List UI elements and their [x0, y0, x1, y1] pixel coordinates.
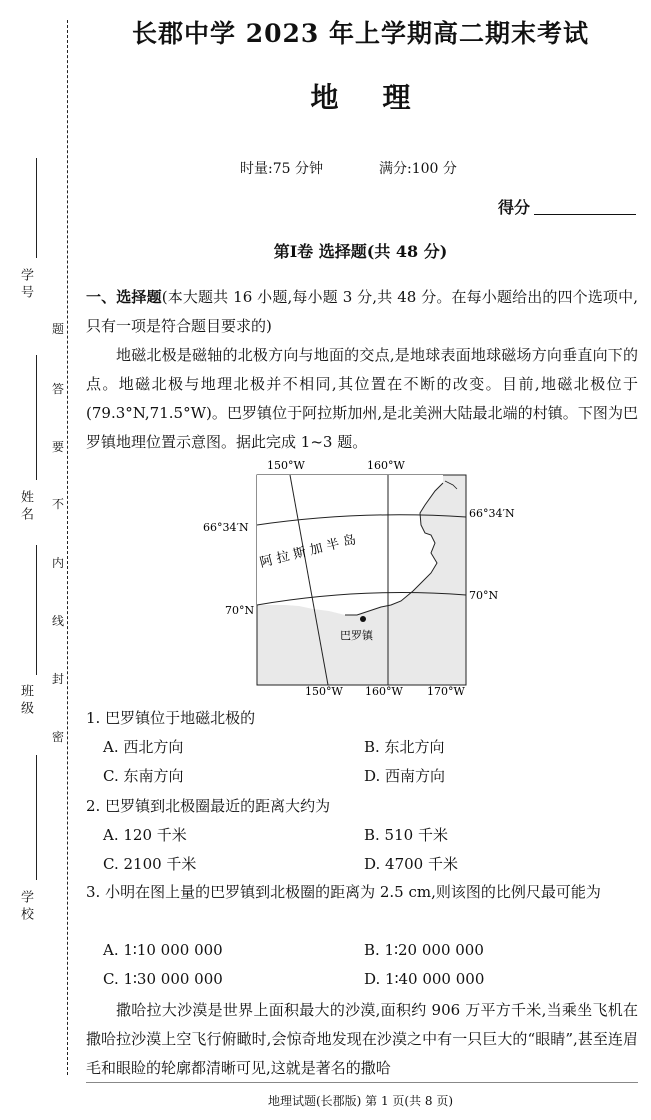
- question-3-option-b: B. 1∶20 000 000: [364, 941, 484, 959]
- section-heading: [86, 283, 638, 341]
- section-desc: (本大题共 16 小题,每小题 3 分,共 48 分。在每小题给出的四个选项中,只有一项是符合题目要求的): [86, 288, 638, 335]
- question-1-option-d: D. 西南方向: [364, 767, 446, 785]
- map-label-70n-right: 70°N: [469, 589, 499, 602]
- seal-char: 不: [52, 497, 65, 511]
- margin-label-name: 姓 名: [18, 490, 33, 521]
- map-label-150w-bottom: 150°W: [305, 685, 343, 698]
- seal-char: 线: [52, 614, 65, 628]
- exam-info: [240, 158, 457, 178]
- subject-title: [0, 76, 651, 116]
- part-title: 第Ⅰ卷 选择题(共 48 分): [273, 242, 448, 261]
- question-3-option-c: C. 1∶30 000 000: [103, 970, 223, 988]
- page-footer: 地理试题(长郡版) 第 1 页(共 8 页): [267, 1094, 454, 1108]
- exam-title: 长郡中学 2023 年上学期高二期末考试: [132, 19, 589, 48]
- map-label-150w-top: 150°W: [267, 459, 305, 472]
- barrow-location-map: [195, 455, 535, 705]
- question-2-stem: 2. 巴罗镇到北极圈最近的距离大约为: [86, 797, 331, 815]
- map-label-6634n-left: 66°34′N: [203, 521, 249, 534]
- subject-char-1: 地: [310, 81, 339, 114]
- question-2-option-d: D. 4700 千米: [364, 855, 458, 873]
- map-label-6634n-right: 66°34′N: [469, 507, 515, 520]
- seal-char: 答: [52, 382, 65, 396]
- map-label-170w-bottom: 170°W: [427, 685, 465, 698]
- time-limit: 时量:75 分钟: [240, 161, 323, 177]
- seal-char: 内: [52, 556, 65, 570]
- question-3-option-d: D. 1∶40 000 000: [364, 970, 485, 988]
- map-region-label: 阿 拉 斯 加 半 岛: [258, 532, 358, 571]
- question-3-stem-text: 3. 小明在图上量的巴罗镇到北极圈的距离为 2.5 cm,则该图的比例尺最可能为: [86, 883, 601, 901]
- section-head: 一、选择题: [86, 288, 162, 306]
- seal-char: 密: [52, 730, 65, 744]
- map-label-70n-left: 70°N: [225, 604, 255, 617]
- name-blank-line: [36, 355, 37, 480]
- map-label-160w-top: 160°W: [367, 459, 405, 472]
- seal-char: 封: [52, 672, 65, 686]
- margin-label-id: 学 号: [18, 268, 33, 299]
- full-score: 满分:100 分: [378, 161, 457, 177]
- question-2-option-b: B. 510 千米: [364, 826, 448, 844]
- question-1-stem: 1. 巴罗镇位于地磁北极的: [86, 709, 256, 727]
- question-2-option-a: A. 120 千米: [103, 826, 187, 844]
- question-1-option-b: B. 东北方向: [364, 738, 445, 756]
- passage-2: 撒哈拉大沙漠是世界上面积最大的沙漠,面积约 906 万平方千米,当乘坐飞机在撒哈拉沙漠上空飞行俯瞰时,会惊奇地发现在沙漠之中有一只巨大的“眼睛”,甚至连眉毛和眼睑的轮廓都清晰可见,这就是著名的撒哈: [86, 1001, 638, 1077]
- score-blank-line: [534, 214, 636, 215]
- passage-1: 地磁北极是磁轴的北极方向与地面的交点,是地球表面地球磁场方向垂直向下的点。地磁北极与地理北极并不相同,其位置在不断的改变。目前,地磁北极位于(79.3°N,71.5°W)。巴罗镇位于阿拉斯加州,是北美洲大陆最北端的村镇。下图为巴罗镇地理位置示意图。据此完成 1~3 题。: [86, 346, 638, 451]
- map-label-160w-bottom: 160°W: [365, 685, 403, 698]
- question-1-option-a: A. 西北方向: [103, 738, 184, 756]
- margin-label-school: 学 校: [18, 890, 33, 921]
- question-2-option-c: C. 2100 千米: [103, 855, 197, 873]
- seal-char: 要: [52, 440, 65, 454]
- subject-char-2: 理: [382, 81, 411, 114]
- seal-char: 题: [52, 322, 65, 336]
- question-3-stem: [86, 878, 638, 907]
- class-blank-line: [36, 545, 37, 675]
- score-label: 得分: [498, 198, 531, 217]
- binding-dashed-line: [67, 20, 68, 1075]
- question-1-option-c: C. 东南方向: [103, 767, 184, 785]
- school-blank-line: [36, 755, 37, 880]
- margin-label-class: 班 级: [18, 684, 33, 715]
- question-3-option-a: A. 1∶10 000 000: [103, 941, 223, 959]
- footer-rule: [86, 1082, 638, 1083]
- map-town-label: 巴罗镇: [340, 629, 373, 642]
